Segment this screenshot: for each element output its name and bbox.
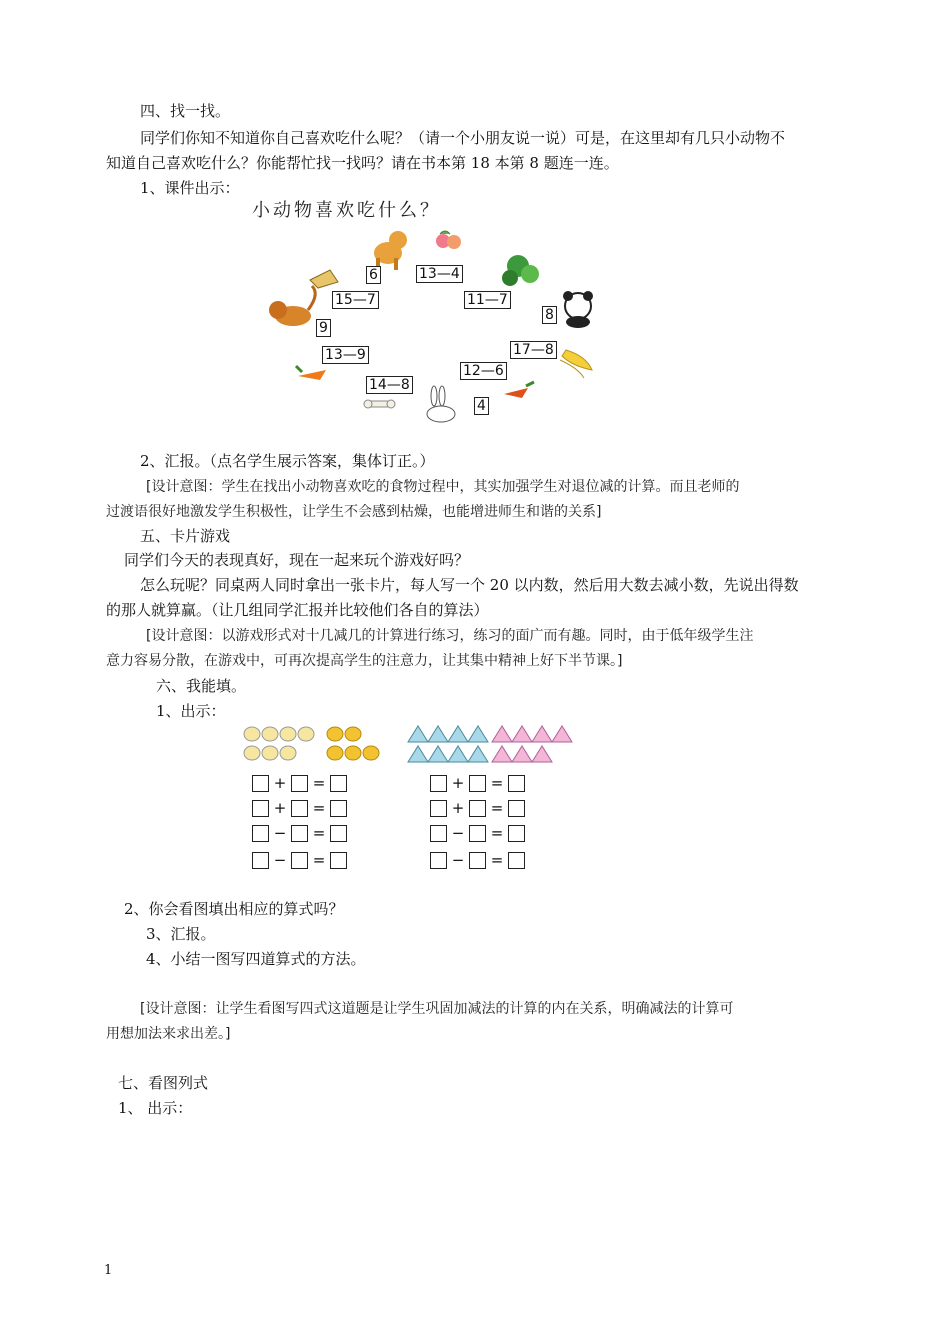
- answer-box[interactable]: [508, 800, 525, 817]
- equals-sign: =: [490, 774, 504, 792]
- fish-bone-icon: [310, 270, 338, 288]
- peach-icon: [436, 231, 461, 249]
- right-equation-2: [430, 798, 525, 818]
- answer-box[interactable]: [330, 775, 347, 792]
- number-box-5: 8: [542, 306, 557, 324]
- equals-sign: =: [490, 799, 504, 817]
- answer-box[interactable]: [252, 800, 269, 817]
- right-equation-1: [430, 773, 525, 793]
- equals-sign: =: [312, 774, 326, 792]
- gold-circles: [327, 727, 379, 760]
- right-equation-3: [430, 823, 525, 843]
- section4-item1: 1、课件出示：: [140, 179, 240, 197]
- section6-item4: 4、小结一图写四道算式的方法。: [146, 950, 366, 968]
- pink-triangles: [492, 726, 572, 762]
- fill-in-figure: [240, 722, 580, 872]
- answer-box[interactable]: [430, 800, 447, 817]
- answer-box[interactable]: [291, 800, 308, 817]
- equals-sign: =: [490, 824, 504, 842]
- banana-icon: [560, 350, 592, 378]
- panda-icon: [563, 291, 593, 328]
- minus-sign: −: [273, 851, 287, 869]
- answer-box[interactable]: [469, 825, 486, 842]
- section4-heading: 四、找一找。: [140, 102, 231, 120]
- page-number: 1: [104, 1263, 113, 1278]
- section5-paragraph2-line2: 的那人就算赢。（让几组同学汇报并比较他们各自的算法）: [106, 601, 489, 619]
- answer-box[interactable]: [330, 825, 347, 842]
- carrot-icon: [296, 366, 326, 380]
- light-circles: [244, 727, 314, 760]
- section5-note-line2: 意力容易分散，在游戏中，可再次提高学生的注意力，让其集中精神上好下半节课。]: [106, 653, 623, 669]
- number-box-2: 13—4: [416, 265, 463, 283]
- section7-heading: 七、看图列式: [118, 1074, 209, 1092]
- monkey-icon: [269, 286, 315, 326]
- section6-item1: 1、出示：: [156, 702, 226, 720]
- dog-icon: [374, 231, 407, 270]
- section6-note-line2: 用想加法来求出差。]: [106, 1026, 231, 1042]
- answer-box[interactable]: [330, 800, 347, 817]
- equals-sign: =: [312, 824, 326, 842]
- answer-box[interactable]: [430, 852, 447, 869]
- animal-food-figure: [248, 198, 620, 430]
- bone-icon: [364, 400, 395, 408]
- number-box-3: 15—7: [332, 291, 379, 309]
- carrot-icon-2: [504, 382, 534, 398]
- section5-paragraph1: 同学们今天的表现真好，现在一起来玩个游戏好吗？: [124, 551, 470, 569]
- section6-note-line1: [设计意图：让学生看图写四式这道题是让学生巩固加减法的计算的内在关系，明确减法的计算可: [140, 1001, 734, 1017]
- right-equation-4: [430, 850, 525, 870]
- answer-box[interactable]: [252, 825, 269, 842]
- equals-sign: =: [312, 799, 326, 817]
- number-box-1: 6: [366, 266, 381, 284]
- answer-box[interactable]: [430, 825, 447, 842]
- left-equation-3: [252, 823, 347, 843]
- section5-note-line1: [设计意图：以游戏形式对十几减几的计算进行练习，练习的面广而有趣。同时，由于低年级学生注: [146, 628, 754, 644]
- number-box-10: 14—8: [366, 376, 413, 394]
- answer-box[interactable]: [291, 852, 308, 869]
- equals-sign: =: [490, 851, 504, 869]
- plus-sign: +: [451, 774, 465, 792]
- left-equation-4: [252, 850, 347, 870]
- blue-triangles: [408, 726, 488, 762]
- answer-box[interactable]: [430, 775, 447, 792]
- number-box-4: 11—7: [464, 291, 511, 309]
- number-box-7: 13—9: [322, 346, 369, 364]
- plus-sign: +: [451, 799, 465, 817]
- answer-box[interactable]: [291, 775, 308, 792]
- answer-box[interactable]: [252, 775, 269, 792]
- minus-sign: −: [273, 824, 287, 842]
- answer-box[interactable]: [508, 852, 525, 869]
- section5-paragraph2-line1: 怎么玩呢？同桌两人同时拿出一张卡片，每人写一个 20 以内数，然后用大数去减小数，先说出得数: [140, 576, 799, 594]
- answer-box[interactable]: [330, 852, 347, 869]
- section4-paragraph-line1: 同学们你知不知道你自己喜欢吃什么呢？（请一个小朋友说一说）可是，在这里却有几只小动物不: [140, 129, 786, 147]
- answer-box[interactable]: [469, 800, 486, 817]
- left-equation-2: [252, 798, 347, 818]
- minus-sign: −: [451, 851, 465, 869]
- answer-box[interactable]: [508, 775, 525, 792]
- left-equation-1: [252, 773, 347, 793]
- number-box-8: 17—8: [510, 341, 557, 359]
- answer-box[interactable]: [508, 825, 525, 842]
- shapes-art: [240, 722, 580, 767]
- section7-item1: 1、 出示：: [118, 1099, 193, 1117]
- answer-box[interactable]: [469, 775, 486, 792]
- number-box-11: 4: [474, 397, 489, 415]
- equals-sign: =: [312, 851, 326, 869]
- rabbit-icon: [427, 386, 455, 422]
- figure-title: 小动物喜欢吃什么？: [252, 200, 441, 221]
- animal-food-art: [248, 198, 620, 430]
- plus-sign: +: [273, 799, 287, 817]
- section4-note-line1: [设计意图：学生在找出小动物喜欢吃的食物过程中，其实加强学生对退位减的计算。而且老师的: [146, 479, 740, 495]
- section4-note-line2: 过渡语很好地激发学生积极性，让学生不会感到枯燥，也能增进师生和谐的关系]: [106, 504, 602, 520]
- number-box-6: 9: [316, 319, 331, 337]
- vegetable-icon: [502, 255, 539, 286]
- section4-paragraph-line2: 知道自己喜欢吃什么？你能帮忙找一找吗？请在书本第 18 本第 8 题连一连。: [106, 154, 619, 172]
- section5-heading: 五、卡片游戏: [140, 527, 231, 545]
- section6-item3: 3、汇报。: [146, 925, 216, 943]
- answer-box[interactable]: [291, 825, 308, 842]
- answer-box[interactable]: [252, 852, 269, 869]
- section6-item2: 2、你会看图填出相应的算式吗？: [124, 900, 344, 918]
- answer-box[interactable]: [469, 852, 486, 869]
- section4-item2: 2、汇报。（点名学生展示答案，集体订正。）: [140, 452, 435, 470]
- number-box-9: 12—6: [460, 362, 507, 380]
- minus-sign: −: [451, 824, 465, 842]
- section6-heading: 六、我能填。: [156, 677, 247, 695]
- plus-sign: +: [273, 774, 287, 792]
